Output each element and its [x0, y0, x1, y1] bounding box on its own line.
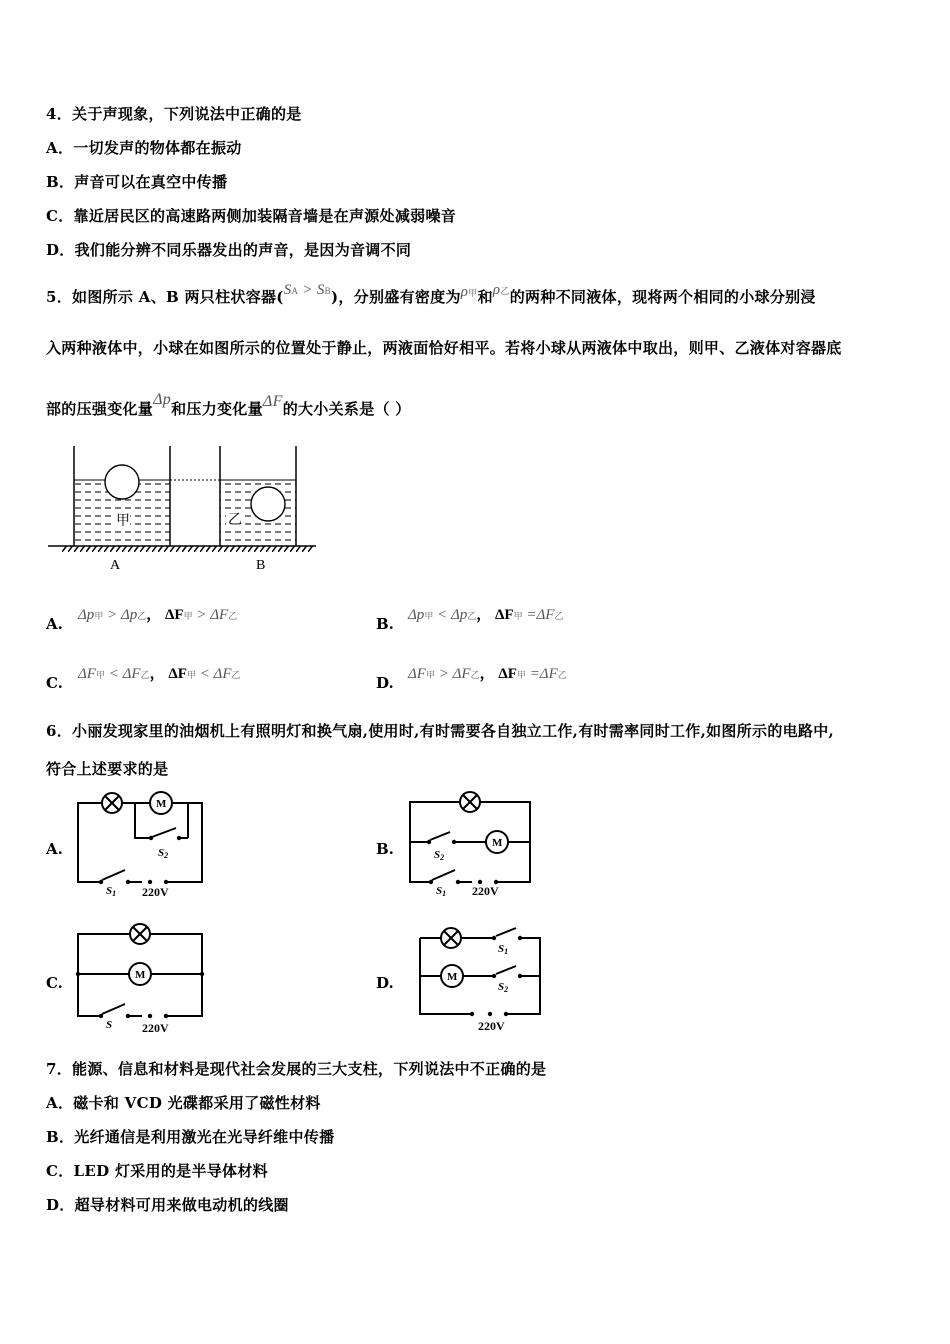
q5-option-d-math: ΔF甲 > ΔF乙， ΔF甲 =ΔF乙 [408, 666, 567, 682]
q7-stem: 7．能源、信息和材料是现代社会发展的三大支柱，下列说法中不正确的是 [46, 1060, 547, 1078]
motor-icon: M [447, 971, 458, 983]
label-a: A [110, 558, 121, 573]
q6-option-d-label: D. [376, 974, 394, 992]
switch-s-label: S [106, 1019, 113, 1031]
q4-option-d: D．我们能分辨不同乐器发出的声音，是因为音调不同 [46, 241, 412, 259]
motor-icon: M [156, 798, 167, 810]
containers-figure [44, 440, 324, 575]
switch-s2-label: S2 [158, 847, 169, 860]
motor-icon: M [492, 837, 503, 849]
ball-b [251, 487, 285, 521]
motor-icon: M [135, 969, 146, 981]
q6-line-2: 符合上述要求的是 [46, 760, 169, 778]
q5-option-d-label: D. [376, 674, 394, 692]
circuit-a [70, 790, 210, 900]
q5-option-c-math: ΔF甲 < ΔF乙， ΔF甲 < ΔF乙 [78, 666, 241, 682]
q4-option-c: C．靠近居民区的高速路两侧加装隔音墙是在声源处减弱噪音 [46, 207, 457, 225]
circuit-c [70, 920, 210, 1036]
circuit-b [400, 788, 540, 898]
q5-option-c-label: C. [46, 674, 63, 692]
voltage-label: 220V [472, 884, 499, 898]
q5-option-a-label: A. [46, 615, 63, 633]
q6-line-1: 6．小丽发现家里的油烟机上有照明灯和换气扇,使用时,有时需要各自独立工作,有时需率同时工作,如图所示的电路中, [46, 722, 835, 740]
switch-s1-label: S1 [436, 885, 447, 898]
label-b: B [256, 558, 266, 573]
q5-option-a-math: Δp甲 > Δp乙， ΔF甲 > ΔF乙 [78, 607, 238, 623]
q6-option-c-label: C. [46, 974, 63, 992]
voltage-label: 220V [142, 1021, 169, 1035]
q4-option-b: B．声音可以在真空中传播 [46, 173, 228, 191]
q7-option-b: B．光纤通信是利用激光在光导纤维中传播 [46, 1128, 335, 1146]
q6-option-a-label: A. [46, 840, 63, 858]
q7-option-c: C．LED 灯采用的是半导体材料 [46, 1162, 268, 1180]
q5-option-b-math: Δp甲 < Δp乙， ΔF甲 =ΔF乙 [408, 607, 564, 623]
q7-option-d: D．超导材料可用来做电动机的线圈 [46, 1196, 289, 1214]
ball-a [105, 465, 139, 499]
switch-s1-label: S1 [106, 885, 117, 898]
q4-option-a: A．一切发声的物体都在振动 [46, 139, 242, 157]
circuit-d [410, 924, 550, 1036]
switch-s2-label: S2 [498, 981, 509, 994]
q5-option-b-label: B. [376, 615, 394, 633]
q5-line-1: 5．如图所示 A、B 两只柱状容器(SA > SB)，分别盛有密度为ρ甲和ρ乙的两种不同液体，现将两个相同的小球分别浸 [46, 282, 816, 306]
switch-s1-label: S1 [498, 943, 509, 956]
q5-line-2: 入两种液体中，小球在如图所示的位置处于静止，两液面恰好相平。若将小球从两液体中取出，则甲、乙液体对容器底 [46, 339, 842, 357]
label-jia: 甲 [116, 514, 130, 529]
q6-option-b-label: B. [376, 840, 394, 858]
label-yi: 乙 [228, 513, 242, 528]
switch-s2-label: S2 [434, 849, 445, 862]
voltage-label: 220V [142, 885, 169, 899]
q5-line-3: 部的压强变化量Δp和压力变化量ΔF的大小关系是（ ） [46, 391, 411, 418]
voltage-label: 220V [478, 1019, 505, 1033]
q7-option-a: A．磁卡和 VCD 光碟都采用了磁性材料 [46, 1094, 321, 1112]
q4-stem: 4．关于声现象，下列说法中正确的是 [46, 105, 302, 123]
